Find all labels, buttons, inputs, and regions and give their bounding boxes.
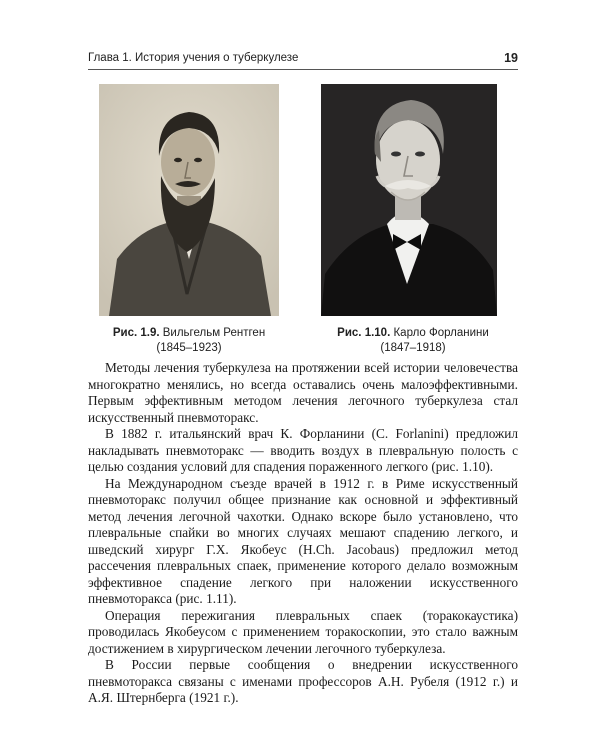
portrait-forlanini-photo: [321, 84, 497, 316]
portrait-roentgen-photo: [99, 84, 279, 316]
figure-name: Карло Форланини: [393, 327, 489, 339]
chapter-title: Глава 1. История учения о туберкулезе: [88, 52, 299, 64]
page-number: 19: [504, 51, 518, 65]
header-rule: [88, 69, 518, 70]
figure-caption-2: [318, 326, 508, 356]
figure-years: (1847–1918): [380, 342, 446, 354]
paragraph: Методы лечения туберкулеза на протяжении всей истории человечества многократно менялись, но всегда оставались очень малоэффективными. Первым эффективным методом лечения легочного туберкулеза стал искусственный пневмоторакс.: [88, 360, 518, 425]
body-text: [88, 360, 518, 707]
running-header: [88, 52, 518, 68]
paragraph: В 1882 г. итальянский врач К. Форланини (C. Forlanini) предложил накладывать пневмоторакс — вводить воздух в плевральную полость с целью создания условий для спадения пораженного легкого (рис. 1.10).: [88, 426, 518, 474]
figure-name: Вильгельм Рентген: [162, 327, 266, 339]
figure-years: (1845–1923): [156, 342, 222, 354]
figure-caption-1: [104, 326, 274, 356]
figure-label: Рис. 1.10.: [337, 327, 391, 339]
figure-label: Рис. 1.9.: [112, 327, 160, 339]
paragraph: В России первые сообщения о внедрении искусственного пневмоторакса связаны с именами профессоров А.Н. Рубеля (1912 г.) и А.Я. Штернберга (1921 г.).: [88, 657, 518, 705]
paragraph: На Международном съезде врачей в 1912 г. в Риме искусственный пневмоторакс получил общее признание как основной и эффективный метод лечения легочной чахотки. Однако вскоре было установлено, что плевральные спайки во многих случаях мешают спадению легкого, и шведский хирург Г.Х. Якобеус (H.Ch. Jacobaus) предложил метод рассечения плевральных спаек, применение которого делало возможным эффективное спадение легкого при наложении искусственного пневмоторакса (рис. 1.11).: [88, 475, 518, 606]
paragraph: Операция пережигания плевральных спаек (торакокаустика) проводилась Якобеусом с применением торакоскопии, это стало важным достижением в хирургическом лечении легочного туберкулеза.: [88, 607, 518, 656]
